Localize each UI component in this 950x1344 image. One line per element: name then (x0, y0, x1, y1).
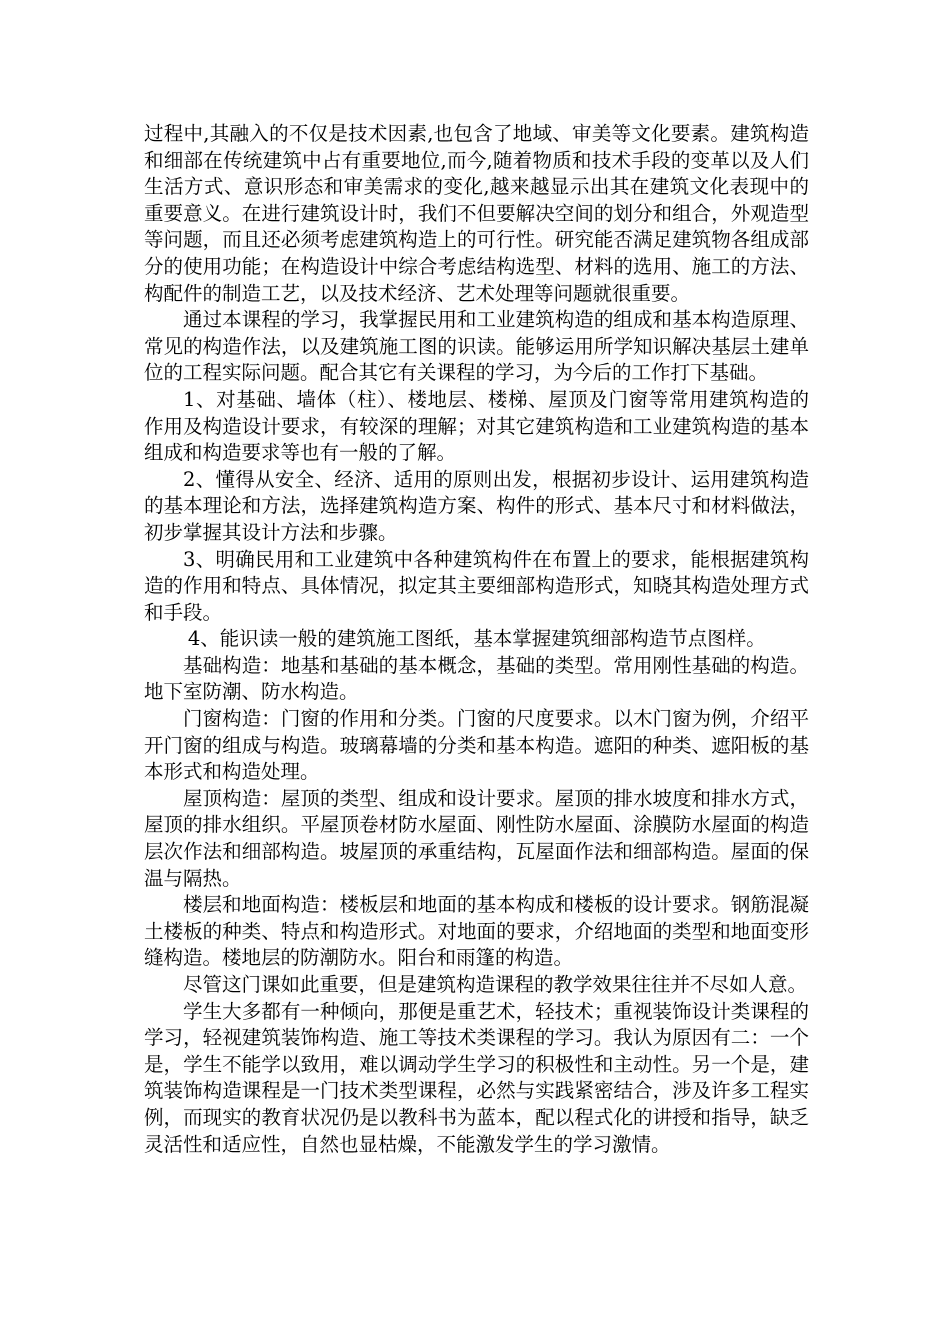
paragraph-course-overview: 通过本课程的学习，我掌握民用和工业建筑构造的组成和基本构造原理、常见的构造作法，以及建筑施工图的识读。能够运用所学知识解决基层土建单位的工程实际问题。配合其它有关课程的学习，为今后的工作打下基础。 (144, 308, 809, 385)
paragraph-roof-construction: 屋顶构造：屋顶的类型、组成和设计要求。屋顶的排水坡度和排水方式，屋顶的排水组织。平屋顶卷材防水屋面、刚性防水屋面、涂膜防水屋面的构造层次作法和细部构造。坡屋顶的承重结构，瓦屋面作法和细部构造。屋面的保温与隔热。 (144, 786, 809, 890)
paragraph-item-2: 2、懂得从安全、经济、适用的原则出发，根据初步设计、运用建筑构造的基本理论和方法，选择建筑构造方案、构件的形式、基本尺寸和材料做法，初步掌握其设计方法和步骤。 (144, 467, 809, 544)
document-page (144, 121, 809, 1158)
paragraph-item-1: 1、对基础、墙体（柱）、楼地层、楼梯、屋顶及门窗等常用建筑构造的作用及构造设计要求，有较深的理解；对其它建筑构造和工业建筑构造的基本组成和构造要求等也有一般的了解。 (144, 387, 809, 465)
paragraph-item-4: 4、能识读一般的建筑施工图纸，基本掌握建筑细部构造节点图样。 (187, 627, 766, 651)
paragraph-teaching-effect: 尽管这门课如此重要，但是建筑构造课程的教学效果往往并不尽如人意。 (183, 973, 808, 996)
paragraph-continuation: 过程中,其融入的不仅是技术因素,也包含了地域、审美等文化要素。建筑构造和细部在传统建筑中占有重要地位,而今,随着物质和技术手段的变革以及人们生活方式、意识形态和审美需求的变化,越来越显示出其在建筑文化表现中的重要意义。在进行建筑设计时，我们不但要解决空间的划分和组合，外观造型等问题，而且还必须考虑建筑构造上的可行性。研究能否满足建筑物各组成部分的使用功能；在构造设计中综合考虑结构选型、材料的选用、施工的方法、构配件的制造工艺，以及技术经济、艺术处理等问题就很重要。 (144, 122, 809, 305)
paragraph-floor-construction: 楼层和地面构造：楼板层和地面的基本构成和楼板的设计要求。钢筋混凝土楼板的种类、特点和构造形式。对地面的要求，介绍地面的类型和地面变形缝构造。楼地层的防潮防水。阳台和雨篷的构造。 (144, 893, 809, 970)
paragraph-foundation-construction: 基础构造：地基和基础的基本概念，基础的类型。常用刚性基础的构造。地下室防潮、防水构造。 (144, 653, 809, 704)
paragraph-door-window-construction: 门窗构造：门窗的作用和分类。门窗的尺度要求。以木门窗为例，介绍平开门窗的组成与构造。玻璃幕墙的分类和基本构造。遮阳的种类、遮阳板的基本形式和构造处理。 (144, 707, 809, 784)
paragraph-student-tendency: 学生大多都有一种倾向，那便是重艺术，轻技术；重视装饰设计类课程的学习，轻视建筑装饰构造、施工等技术类课程的学习。我认为原因有二：一个是，学生不能学以致用，难以调动学生学习的积极性和主动性。另一个是，建筑装饰构造课程是一门技术类型课程，必然与实践紧密结合，涉及许多工程实例，而现实的教育状况仍是以教科书为蓝本，配以程式化的讲授和指导，缺乏灵活性和适应性，自然也显枯燥，不能激发学生的学习激情。 (144, 999, 809, 1156)
paragraph-item-3: 3、明确民用和工业建筑中各种建筑构件在布置上的要求，能根据建筑构造的作用和特点、具体情况，拟定其主要细部构造形式，知晓其构造处理方式和手段。 (144, 547, 809, 624)
